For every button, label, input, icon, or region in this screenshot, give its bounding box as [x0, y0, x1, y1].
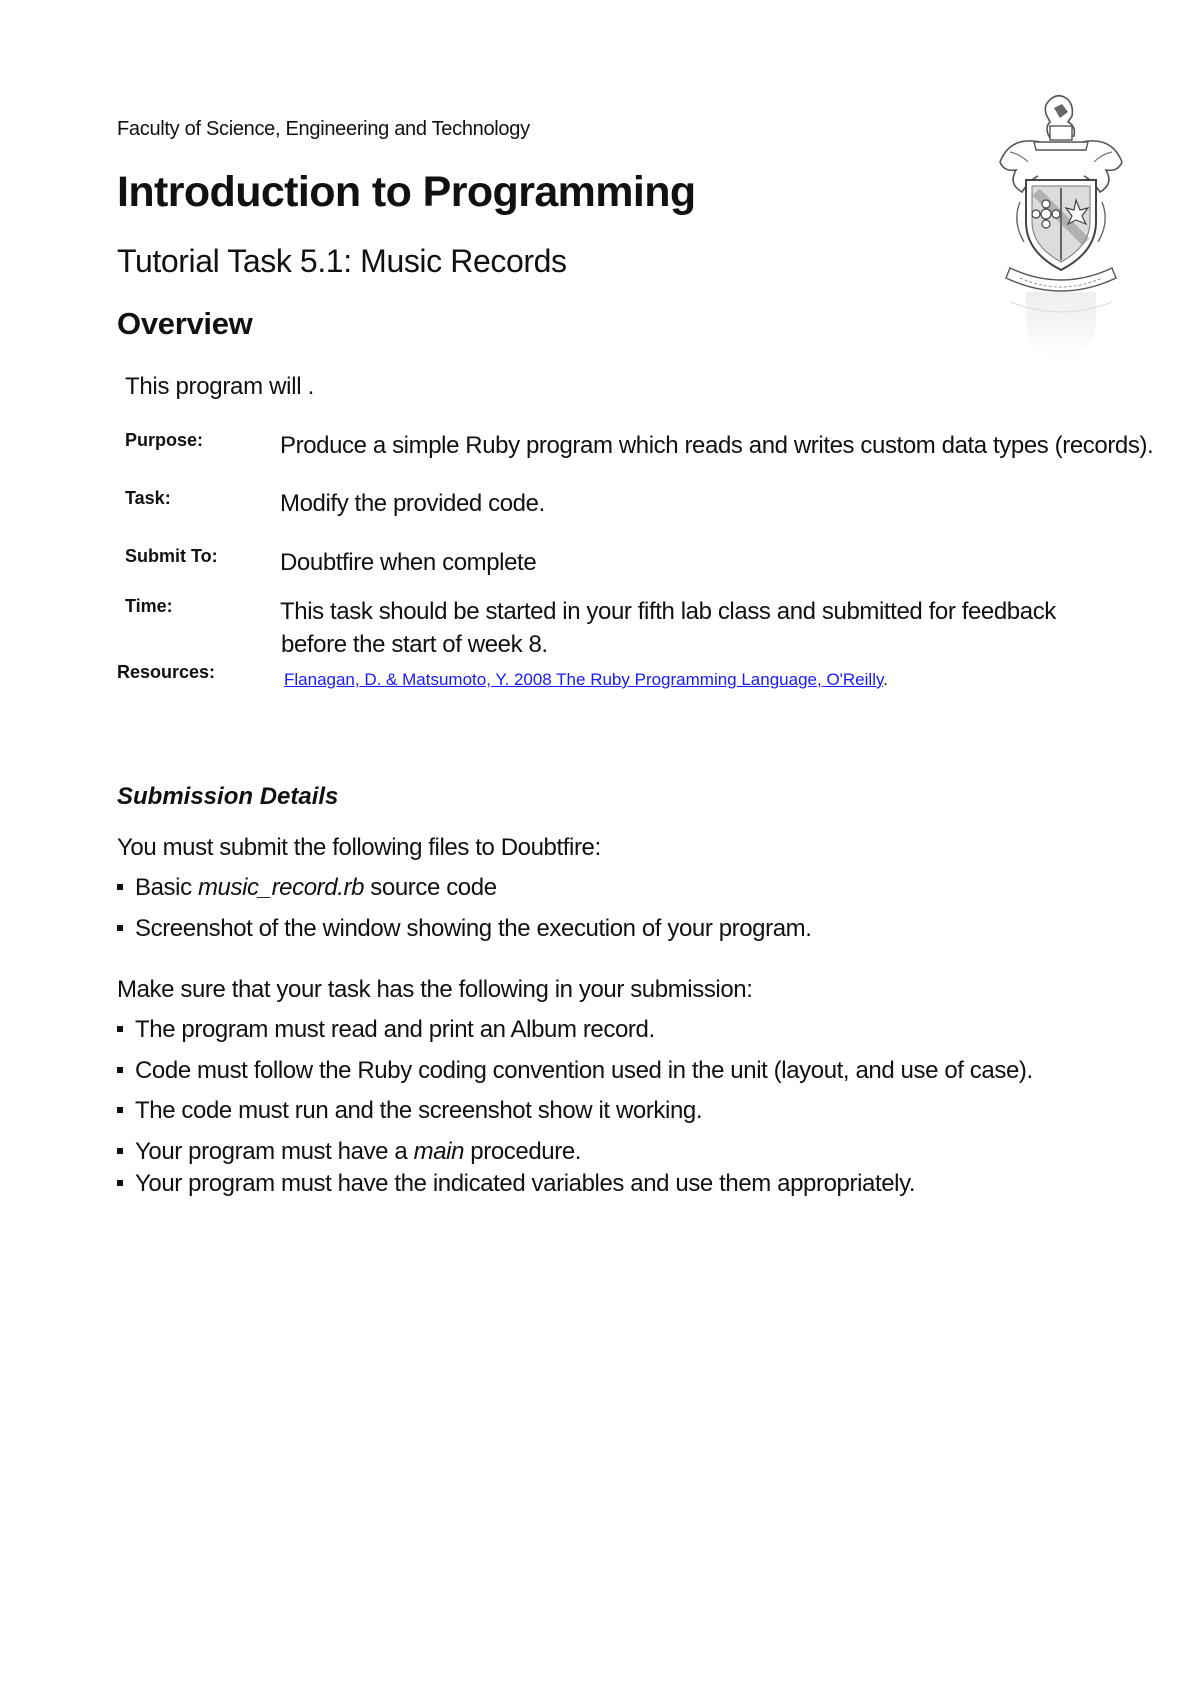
list-item: Basic music_record.rb source code — [117, 874, 497, 902]
resources-label: Resources: — [117, 662, 216, 682]
purpose-label: Purpose: — [125, 430, 204, 450]
resource-link[interactable]: Flanagan, D. & Matsumoto, Y. 2008 The Ruby Programming Language, O'Reilly — [284, 670, 884, 689]
checks-intro: Make sure that your task has the following in your submission: — [117, 976, 753, 1003]
files-intro: You must submit the following files to Doubtfire: — [117, 834, 601, 861]
bullet-icon — [117, 1107, 123, 1113]
course-title: Introduction to Programming — [117, 168, 696, 216]
list-item: Your program must have the indicated variables and use them appropriately. — [117, 1170, 915, 1198]
resources-value — [284, 670, 888, 690]
overview-heading: Overview — [117, 306, 253, 341]
purpose-value: Produce a simple Ruby program which reads and writes custom data types (records). — [280, 432, 1154, 459]
task-value: Modify the provided code. — [280, 490, 545, 517]
list-item: The program must read and print an Album record. — [117, 1016, 655, 1044]
submission-heading: Submission Details — [117, 783, 339, 810]
submit-to-value: Doubtfire when complete — [280, 549, 537, 576]
bullet-icon — [117, 1148, 123, 1154]
task-label: Task: — [125, 488, 171, 508]
list-item: Screenshot of the window showing the execution of your program. — [117, 915, 812, 943]
bullet-icon — [117, 925, 123, 931]
time-value-line-1: This task should be started in your fifth lab class and submitted for feedback — [280, 598, 1056, 625]
bullet-icon — [117, 1067, 123, 1073]
faculty-name: Faculty of Science, Engineering and Technology — [117, 118, 530, 140]
bullet-icon — [117, 1180, 123, 1186]
resource-link-trailing: . — [883, 670, 888, 689]
bullet-icon — [117, 884, 123, 890]
university-crest-icon — [990, 92, 1132, 364]
time-label: Time: — [125, 596, 173, 616]
submit-to-label: Submit To: — [125, 546, 218, 566]
bullet-icon — [117, 1026, 123, 1032]
list-item: The code must run and the screenshot show it working. — [117, 1097, 702, 1125]
task-title: Tutorial Task 5.1: Music Records — [117, 243, 567, 279]
time-value-line-2: before the start of week 8. — [281, 631, 548, 658]
list-item: Code must follow the Ruby coding convention used in the unit (layout, and use of case). — [117, 1057, 1033, 1085]
overview-intro: This program will . — [125, 373, 315, 400]
list-item: Your program must have a main procedure. — [117, 1138, 581, 1166]
